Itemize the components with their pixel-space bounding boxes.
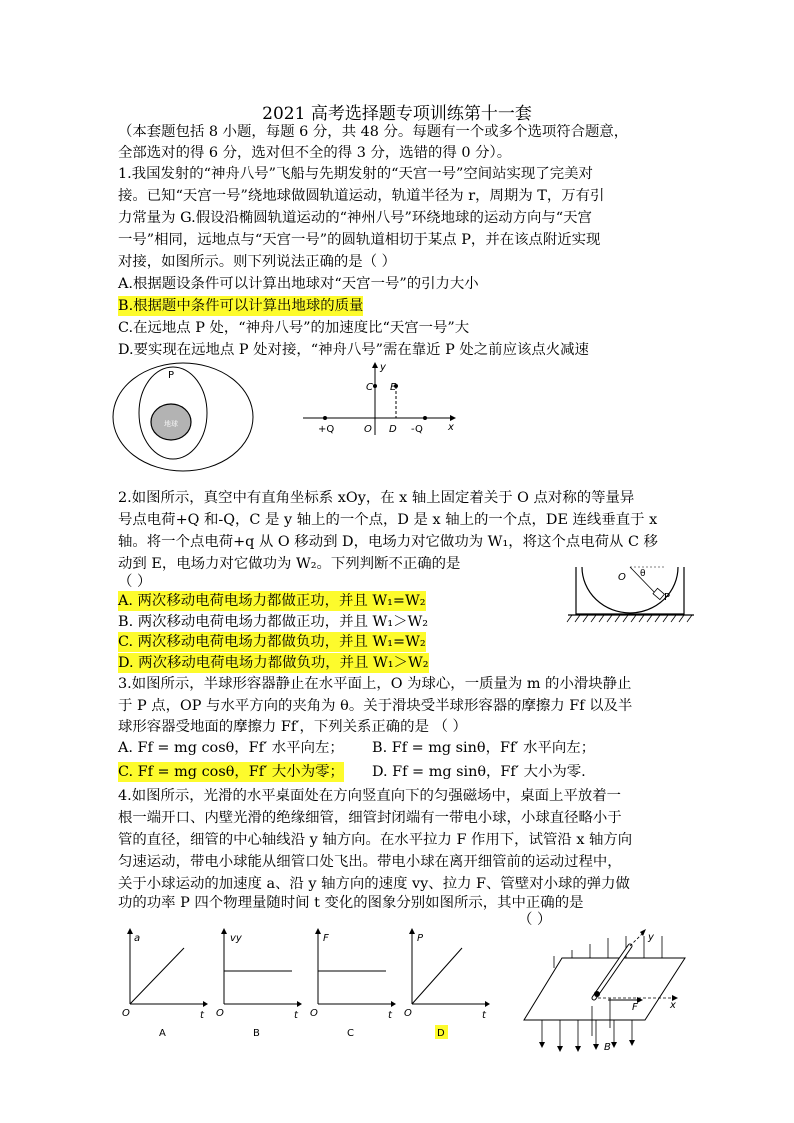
theta-label: θ bbox=[640, 569, 646, 579]
q4-stem-line: 关于小球运动的加速度 a、沿 y 轴方向的速度 vy、拉力 F、管壁对小球的弹力做 bbox=[118, 876, 630, 892]
graph-origin: O bbox=[122, 1008, 130, 1019]
graph-caption: B bbox=[253, 1028, 260, 1039]
graph-caption: D bbox=[437, 1028, 445, 1039]
graph-c bbox=[306, 928, 396, 1040]
graph-ylabel: a bbox=[134, 933, 141, 944]
q2-stem-line: （ ） bbox=[118, 574, 152, 590]
q2-option-b: B. 两次移动电荷电场力都做正功，并且 W₁＞W₂ bbox=[118, 614, 429, 630]
q4-answer-paren: （ ） bbox=[518, 912, 552, 928]
q1-option-a: A.根据题设条件可以计算出地球对“天宫一号”的引力大小 bbox=[118, 276, 479, 292]
o-label: O bbox=[364, 424, 372, 435]
field-arrowheads bbox=[539, 1040, 635, 1052]
intro-line: 全部选对的得 6 分，选对但不全的得 3 分，选错的得 0 分）。 bbox=[118, 145, 512, 161]
point-p-label: P bbox=[167, 370, 175, 381]
graph-d bbox=[400, 928, 490, 1040]
y-axis-label: y bbox=[380, 362, 386, 373]
q2-option-c: C. 两次移动电荷电场力都做负功，并且 W₁=W₂ bbox=[118, 634, 426, 650]
q3-option-b: B. Ff = mg sinθ，Ff′ 水平向左； bbox=[372, 740, 596, 756]
graph-line bbox=[130, 948, 184, 1004]
slider-block bbox=[653, 588, 664, 599]
c-label: C bbox=[366, 382, 373, 393]
table-plane bbox=[524, 958, 685, 1020]
b-label: B bbox=[604, 1042, 611, 1053]
x-label: x bbox=[670, 1000, 676, 1011]
graph-ylabel: F bbox=[323, 933, 329, 944]
d-label: D bbox=[389, 424, 397, 435]
y-label: y bbox=[648, 932, 654, 943]
graph-xlabel: t bbox=[200, 1010, 204, 1021]
q3-option-a: A. Ff = mg cosθ，Ff′ 水平向左； bbox=[118, 740, 344, 756]
graph-line bbox=[412, 948, 462, 1004]
q1-stem-line: 对接，如图所示。则下列说法正确的是（ ） bbox=[118, 254, 396, 270]
q1-stem-line: 一号”相同，远地点与“天宫一号”的圆轨道相切于某点 P，并在该点附近实现 bbox=[118, 232, 601, 248]
charge-figure bbox=[298, 360, 458, 440]
graph-caption: A bbox=[159, 1028, 166, 1039]
ground-hatching bbox=[567, 615, 692, 622]
q1-option-d: D.要实现在远地点 P 处对接，“神舟八号”需在靠近 P 处之前应该点火减速 bbox=[118, 342, 589, 358]
graph-ylabel: P bbox=[417, 933, 424, 944]
q3-option-c: C. Ff = mg cosθ，Ff′ 大小为零； bbox=[118, 764, 344, 780]
e-label: E bbox=[390, 382, 397, 393]
q3-stem-line: 3.如图所示，半球形容器静止在水平面上，O 为球心，一质量为 m 的小滑块静止 bbox=[118, 676, 632, 692]
q1-stem-line: 力常量为 G.假设沿椭圆轨道运动的“神州八号”环绕地球的运动方向与“天宫 bbox=[118, 210, 592, 226]
q1-stem-line: 接。已知“天宫一号”绕地球做圆轨道运动，轨道半径为 r，周期为 T，万有引 bbox=[118, 188, 605, 204]
charged-ball bbox=[594, 991, 600, 997]
hemisphere bbox=[582, 567, 678, 613]
q3-stem-line: 球形容器受地面的摩擦力 Ff′，下列关系正确的是 （ ） bbox=[118, 719, 467, 735]
q2-stem-line: 2.如图所示，真空中有直角坐标系 xOy，在 x 轴上固定着关于 O 点对称的等量异 bbox=[118, 490, 635, 506]
graph-a bbox=[118, 928, 208, 1040]
q1-option-c: C.在远地点 P 处，“神舟八号”的加速度比“天宫一号”大 bbox=[118, 320, 470, 336]
graph-caption: C bbox=[347, 1028, 354, 1039]
graph-origin: O bbox=[216, 1008, 224, 1019]
p-label: P bbox=[664, 592, 671, 603]
q2-option-a: A. 两次移动电荷电场力都做正功，并且 W₁=W₂ bbox=[118, 593, 426, 609]
q2-option-d: D. 两次移动电荷电场力都做负功，并且 W₁＞W₂ bbox=[118, 655, 429, 671]
earth-label: 地球 bbox=[164, 420, 178, 428]
q2-stem-line: 号点电荷+Q 和-Q，C 是 y 轴上的一个点，D 是 x 轴上的一个点，DE 连线垂直于 x bbox=[118, 512, 658, 528]
container bbox=[576, 567, 684, 614]
q1-stem-line: 1.我国发射的“神舟八号”飞船与先期发射的“天宫一号”空间站实现了完美对 bbox=[118, 166, 593, 182]
plus-q-label: +Q bbox=[318, 424, 335, 435]
hemisphere-figure bbox=[566, 562, 701, 640]
graph-xlabel: t bbox=[294, 1010, 298, 1021]
minus-q-label: -Q bbox=[411, 424, 423, 435]
intro-line: （本套题包括 8 小题，每题 6 分，共 48 分。每题有一个或多个选项符合题意， bbox=[118, 124, 629, 140]
x-axis-label: x bbox=[448, 422, 454, 433]
q4-stem-line: 4.如图所示，光滑的水平桌面处在方向竖直向下的匀强磁场中，桌面上平放着一 bbox=[118, 788, 622, 804]
graph-xlabel: t bbox=[388, 1010, 392, 1021]
q4-stem-line: 根一端开口、内壁光滑的绝缘细管，细管封闭端有一带电小球，小球直径略小于 bbox=[118, 810, 622, 826]
graph-origin: O bbox=[404, 1008, 412, 1019]
q3-option-d: D. Ff = mg sinθ，Ff′ 大小为零. bbox=[372, 764, 586, 780]
page-title: 2021 高考选择题专项训练第十一套 bbox=[262, 104, 532, 124]
force-label: F bbox=[632, 1002, 638, 1013]
q1-option-b: B.根据题中条件可以计算出地球的质量 bbox=[118, 298, 364, 314]
q2-stem-line: 轴。将一个点电荷+q 从 O 移动到 D，电场力对它做功为 W₁，将这个点电荷从 C 移 bbox=[118, 534, 658, 550]
q4-stem-line: 功的功率 P 四个物理量随时间 t 变化的图象分别如图所示，其中正确的是 bbox=[118, 895, 584, 911]
q4-stem-line: 管的直径，细管的中心轴线沿 y 轴方向。在水平拉力 F 作用下，试管沿 x 轴方向 bbox=[118, 832, 633, 848]
q3-stem-line: 于 P 点，OP 与水平方向的夹角为 θ。关于滑块受半球形容器的摩擦力 Ff 以及半 bbox=[118, 698, 633, 714]
tube-figure bbox=[520, 928, 690, 1053]
graph-b bbox=[212, 928, 302, 1040]
q2-stem-line: 动到 E，电场力对它做功为 W₂。下列判断不正确的是 bbox=[118, 556, 461, 572]
graph-xlabel: t bbox=[482, 1010, 486, 1021]
q4-stem-line: 匀速运动，带电小球能从细管口处飞出。带电小球在离开细管前的运动过程中， bbox=[118, 854, 622, 870]
graph-ylabel: vy bbox=[230, 933, 242, 944]
graph-origin: O bbox=[310, 1008, 318, 1019]
orbit-figure bbox=[108, 358, 258, 476]
o-label: O bbox=[618, 572, 626, 583]
